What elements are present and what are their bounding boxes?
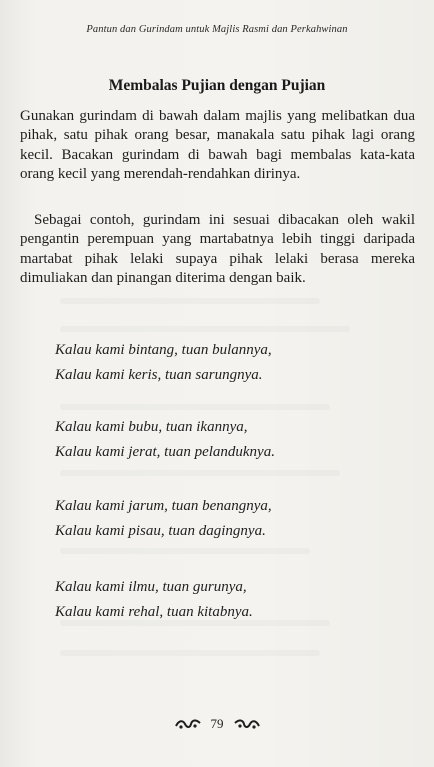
- gurindam-line: Kalau kami pisau, tuan dagingnya.: [55, 523, 266, 539]
- left-ornament-icon: [175, 717, 201, 731]
- right-ornament-icon: [234, 717, 260, 731]
- gurindam-line: Kalau kami jerat, tuan pelanduknya.: [55, 444, 275, 460]
- show-through-line: [60, 650, 320, 656]
- show-through-line: [60, 470, 340, 476]
- gurindam-line: Kalau kami jarum, tuan benangnya,: [55, 498, 272, 514]
- intro-paragraph: Gunakan gurindam di bawah dalam majlis yang melibatkan dua pihak, satu pihak orang besar, manakala satu pihak lagi orang kecil. Bacakan gurindam di bawah bagi membalas kata-kata orang kecil yang merendah-rendahkan dirinya.: [20, 108, 415, 183]
- show-through-line: [60, 548, 310, 554]
- section-title: Membalas Pujian dengan Pujian: [108, 77, 326, 94]
- gurindam-stanza: [55, 341, 395, 391]
- gurindam-line: Kalau kami bubu, tuan ikannya,: [55, 419, 248, 435]
- running-header: Pantun dan Gurindam untuk Majlis Rasmi dan Perkahwinan: [86, 24, 348, 35]
- page-number: 79: [210, 716, 224, 731]
- gurindam-line: Kalau kami bintang, tuan bulannya,: [55, 342, 272, 358]
- gurindam-line: Kalau kami ilmu, tuan gurunya,: [55, 579, 247, 595]
- gurindam-line: Kalau kami rehal, tuan kitabnya.: [55, 604, 253, 620]
- example-paragraph: Sebagai contoh, gurindam ini sesuai dibacakan oleh wakil pengantin perempuan yang martabatnya lebih tinggi daripada martabat pihak lelaki supaya pihak lelaki berasa mereka dimuliakan dan pinangan diterima dengan baik.: [20, 212, 415, 287]
- gurindam-stanza: [55, 418, 395, 468]
- show-through-line: [60, 298, 320, 304]
- show-through-line: [60, 404, 330, 410]
- gurindam-stanza: [55, 497, 395, 547]
- page-footer: [0, 716, 434, 732]
- gurindam-stanza: [55, 578, 395, 628]
- show-through-line: [60, 326, 350, 332]
- gurindam-line: Kalau kami keris, tuan sarungnya.: [55, 367, 263, 383]
